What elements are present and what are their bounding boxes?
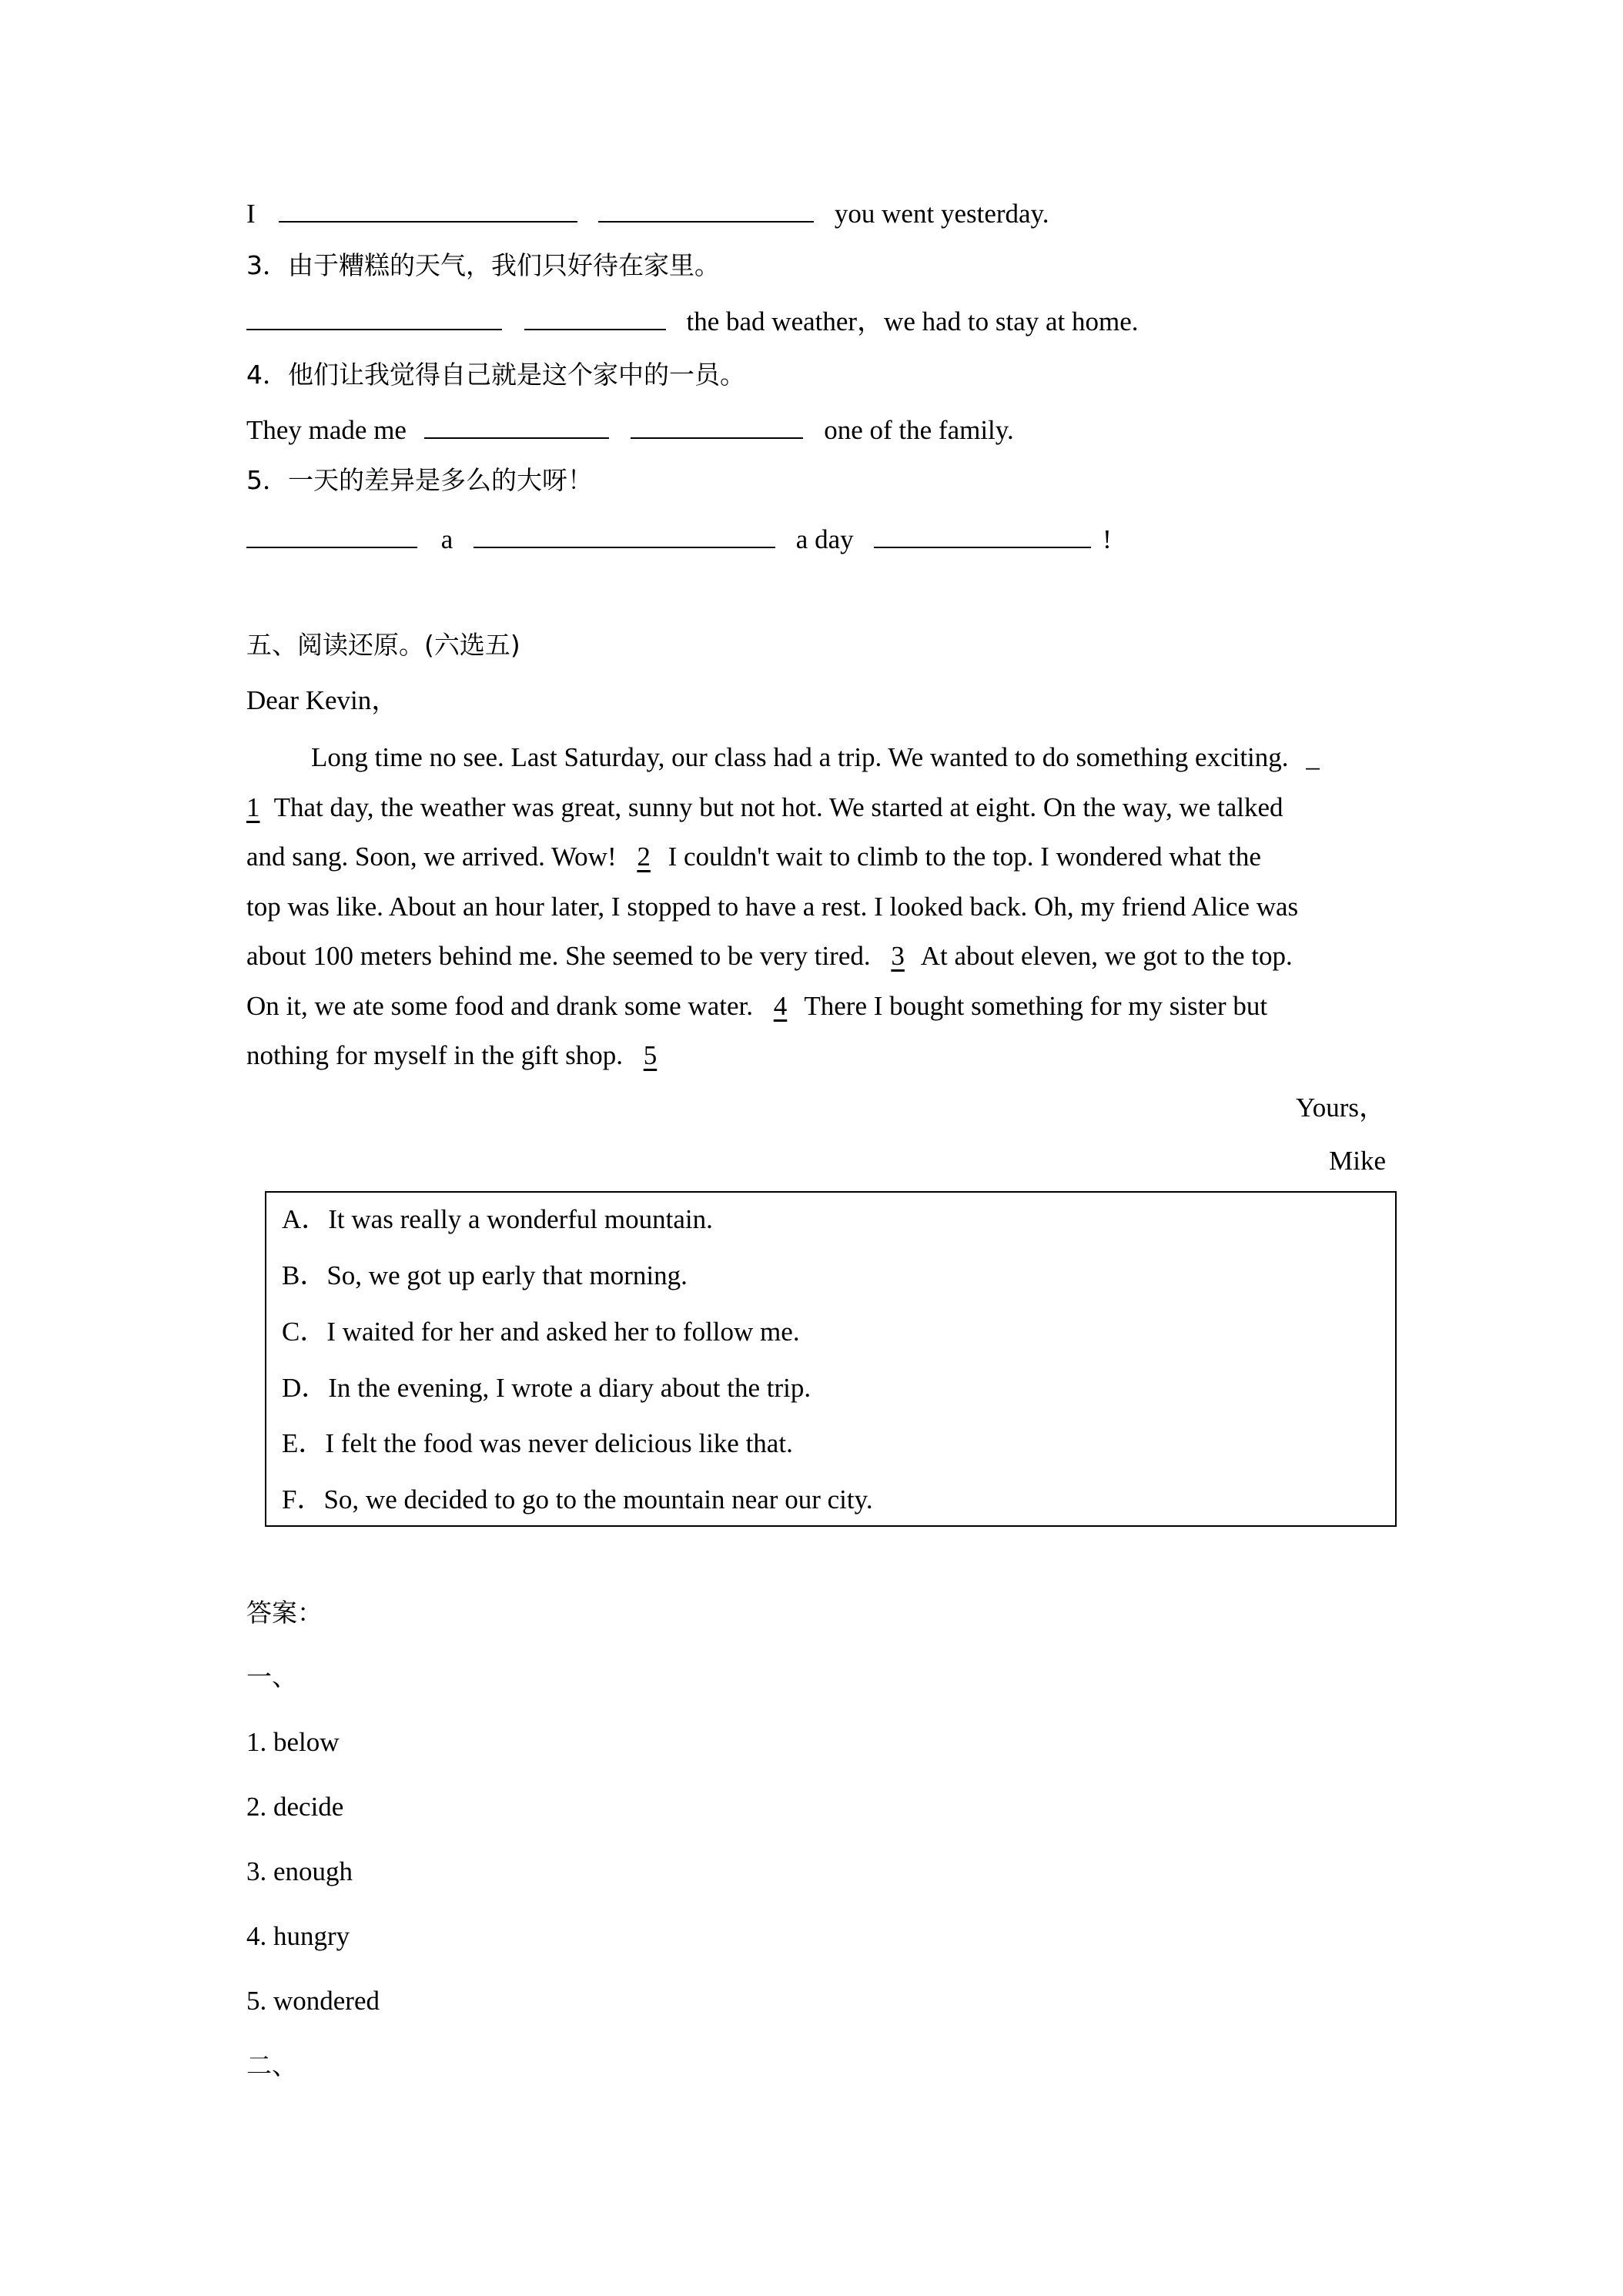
answer-item: 4. hungry: [246, 1921, 350, 1951]
sentence-end: the bad weather，we had to stay at home.: [686, 306, 1139, 336]
blank-number-1: 1: [246, 792, 260, 822]
answer-blank: [246, 306, 502, 330]
sentence-start: I: [246, 199, 256, 229]
answer-item: 1. below: [246, 1727, 340, 1757]
option-c: C．I waited for her and asked her to follow me.: [282, 1317, 800, 1347]
answer-blank: [598, 198, 814, 223]
sentence-end: one of the family.: [824, 415, 1014, 445]
answer-blank: [874, 524, 1091, 548]
answer-blank: [279, 198, 577, 223]
answer-item: 3. enough: [246, 1856, 353, 1886]
letter-greeting: Dear Kevin，: [246, 685, 399, 715]
answer-blank: [524, 306, 666, 330]
option-f: F．So, we decided to go to the mountain near our city.: [282, 1484, 873, 1514]
letter-line: top was like. About an hour later, I stopped to have a rest. I looked back. Oh, my friend Alice was: [246, 891, 1299, 922]
answers-part-2-heading: 二、: [246, 2050, 297, 2080]
answers-title: 答案：: [246, 1598, 323, 1628]
blank-number-2: 2: [637, 842, 651, 872]
letter-line: and sang. Soon, we arrived. Wow! 2 I couldn't wait to climb to the top. I wondered what the: [246, 832, 1386, 882]
letter-line: about 100 meters behind me. She seemed to be very tired. 3 At about eleven, we got to the top.: [246, 932, 1386, 982]
sentence-start: They made me: [246, 415, 407, 445]
answer-blank: [474, 524, 775, 548]
translation-line-2-answer: [246, 198, 1386, 230]
letter-line: 1 That day, the weather was great, sunny but not hot. We started at eight. On the way, we talked: [246, 783, 1386, 833]
answer-item: 5. wondered: [246, 1986, 380, 2016]
answer-blank: [246, 524, 417, 548]
option-d: D．In the evening, I wrote a diary about the trip.: [282, 1373, 812, 1403]
letter-line: Long time no see. Last Saturday, our class had a trip. We wanted to do something exciting. _: [311, 742, 1320, 772]
question-5-answer-line: [246, 524, 1386, 556]
question-3-prompt: 3．由于糟糕的天气，我们只好待在家里。: [246, 250, 720, 280]
answers-part-1-heading: 一、: [246, 1662, 297, 1692]
question-3-answer-line: [246, 306, 1386, 338]
letter-closing: Yours，: [1295, 1093, 1386, 1123]
blank-number-4: 4: [773, 990, 788, 1021]
option-a: A．It was really a wonderful mountain.: [282, 1204, 713, 1234]
letter-signature: Mike: [1329, 1146, 1386, 1176]
option-b: B．So, we got up early that morning.: [282, 1260, 688, 1290]
letter-line: On it, we ate some food and drank some water. 4 There I bought something for my sister but: [246, 982, 1386, 1032]
words-a-day: a day: [795, 524, 854, 554]
sentence-end: you went yesterday.: [834, 199, 1049, 229]
question-4-answer-line: [246, 414, 1386, 447]
answer-item: 2. decide: [246, 1792, 344, 1822]
letter-body: [246, 733, 1386, 1081]
blank-number-3: 3: [891, 941, 905, 971]
question-5-prompt: 5．一天的差异是多么的大呀！: [246, 465, 593, 495]
answer-blank: [424, 414, 609, 439]
letter-line: nothing for myself in the gift shop. 5: [246, 1031, 1386, 1081]
exclamation-mark: !: [1103, 524, 1112, 554]
question-4-prompt: 4．他们让我觉得自己就是这个家中的一员。: [246, 360, 745, 390]
word-a: a: [440, 524, 453, 554]
section-title: 五、阅读还原。(六选五): [246, 630, 520, 660]
options-box: [265, 1191, 1397, 1527]
blank-number-5: 5: [643, 1040, 658, 1070]
answer-blank: [631, 414, 803, 439]
option-e: E．I felt the food was never delicious like that.: [282, 1428, 793, 1458]
